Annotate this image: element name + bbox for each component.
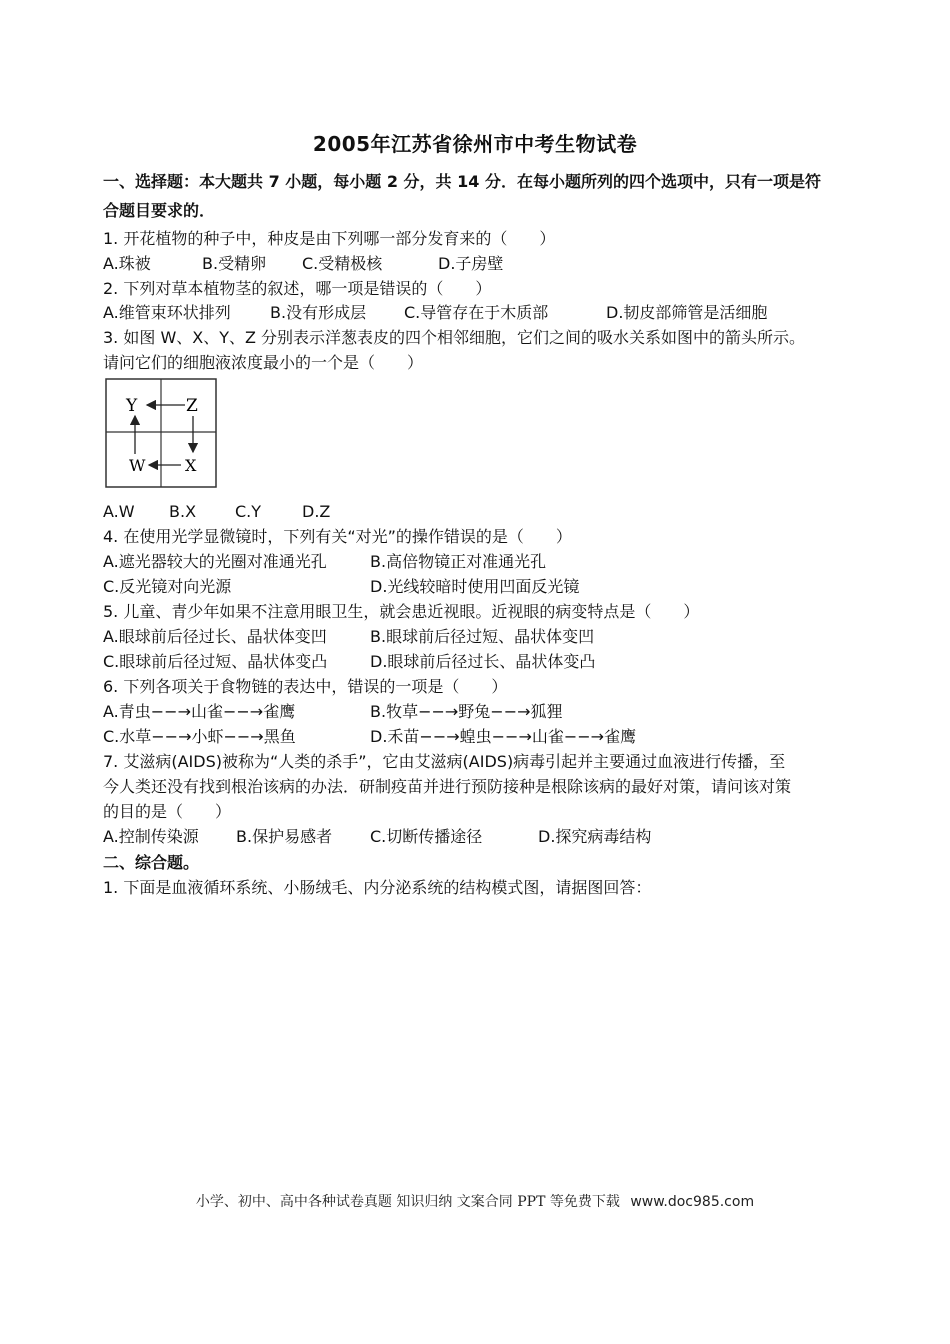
cell-grid-svg (105, 378, 217, 488)
q4-option-b: B.高倍物镜正对准通光孔 (370, 552, 547, 571)
q7-stem-end: 的目的是（ ） (103, 802, 232, 821)
label-w: W (129, 456, 146, 475)
q3-option-c: C.Y (235, 502, 262, 521)
q1-option-a: A.珠被 (103, 254, 151, 273)
q7-stem: 7. 艾滋病(AIDS)被称为“人类的杀手”，它由艾滋病(AIDS)病毒引起并主要通过血液进行传播，至 (103, 752, 786, 771)
q7-stem-cont: 今人类还没有找到根治该病的办法．研制疫苗并进行预防接种是根除该病的最好对策，请问该对策 (103, 777, 792, 796)
footer-text: 小学、初中、高中各种试卷真题 知识归纳 文案合同 PPT 等免费下载 (195, 1194, 620, 1210)
q6-option-a: A.青虫−−→山雀−−→雀鹰 (103, 702, 296, 721)
q3-stem: 3. 如图 W、X、Y、Z 分别表示洋葱表皮的四个相邻细胞，它们之间的吸水关系如图中的箭头所示。 (103, 328, 806, 347)
page-title: 2005年江苏省徐州市中考生物试卷 (312, 132, 638, 156)
q6-option-c: C.水草−−→小虾−−→黑鱼 (103, 727, 296, 746)
q3-option-d: D.Z (302, 502, 331, 521)
q7-option-b: B.保护易感者 (236, 827, 333, 846)
label-y: Y (126, 396, 138, 416)
q2-option-d: D.韧皮部筛管是活细胞 (606, 303, 768, 322)
page-footer (0, 1191, 950, 1211)
q7-option-a: A.控制传染源 (103, 827, 199, 846)
q5-option-a: A.眼球前后径过长、晶状体变凹 (103, 627, 327, 646)
q5-option-b: B.眼球前后径过短、晶状体变凹 (370, 627, 595, 646)
q3-option-b: B.X (169, 502, 197, 521)
cell-water-diagram (105, 378, 217, 488)
section2-q1-stem: 1. 下面是血液循环系统、小肠绒毛、内分泌系统的结构模式图，请据图回答： (103, 878, 652, 897)
footer-url[interactable]: www.doc985.com (630, 1194, 755, 1210)
q6-stem: 6. 下列各项关于食物链的表达中，错误的一项是（ ） (103, 677, 508, 696)
q4-stem: 4. 在使用光学显微镜时，下列有关“对光”的操作错误的是（ ） (103, 527, 572, 546)
q6-option-b: B.牧草−−→野兔−−→狐狸 (370, 702, 563, 721)
q4-option-a: A.遮光器较大的光圈对准通光孔 (103, 552, 327, 571)
q2-option-b: B.没有形成层 (270, 303, 367, 322)
q1-option-c: C.受精极核 (302, 254, 383, 273)
q7-option-c: C.切断传播途径 (370, 827, 483, 846)
q7-option-d: D.探究病毒结构 (538, 827, 652, 846)
q6-option-d: D.禾苗−−→蝗虫−−→山雀−−→雀鹰 (370, 727, 637, 746)
q5-stem: 5. 儿童、青少年如果不注意用眼卫生，就会患近视眼。近视眼的病变特点是（ ） (103, 602, 700, 621)
section1-heading: 一、选择题：本大题共 7 小题，每小题 2 分，共 14 分．在每小题所列的四个选项中，只有一项是符 (103, 172, 821, 191)
q2-option-a: A.维管束环状排列 (103, 303, 231, 322)
q2-option-c: C.导管存在于木质部 (404, 303, 549, 322)
q3-option-a: A.W (103, 502, 135, 521)
label-z: Z (186, 396, 198, 416)
q1-stem: 1. 开花植物的种子中，种皮是由下列哪一部分发育来的（ ） (103, 229, 556, 248)
q2-stem: 2. 下列对草本植物茎的叙述，哪一项是错误的（ ） (103, 279, 492, 298)
q3-stem-cont: 请问它们的细胞液浓度最小的一个是（ ） (103, 353, 424, 372)
q1-option-d: D.子房壁 (438, 254, 504, 273)
section1-heading-cont: 合题目要求的． (103, 201, 216, 220)
q4-option-d: D.光线较暗时使用凹面反光镜 (370, 577, 580, 596)
q1-option-b: B.受精卵 (202, 254, 267, 273)
q5-option-c: C.眼球前后径过短、晶状体变凸 (103, 652, 328, 671)
section2-heading: 二、综合题。 (103, 853, 200, 872)
q5-option-d: D.眼球前后径过长、晶状体变凸 (370, 652, 596, 671)
label-x: X (185, 456, 197, 475)
q4-option-c: C.反光镜对向光源 (103, 577, 232, 596)
